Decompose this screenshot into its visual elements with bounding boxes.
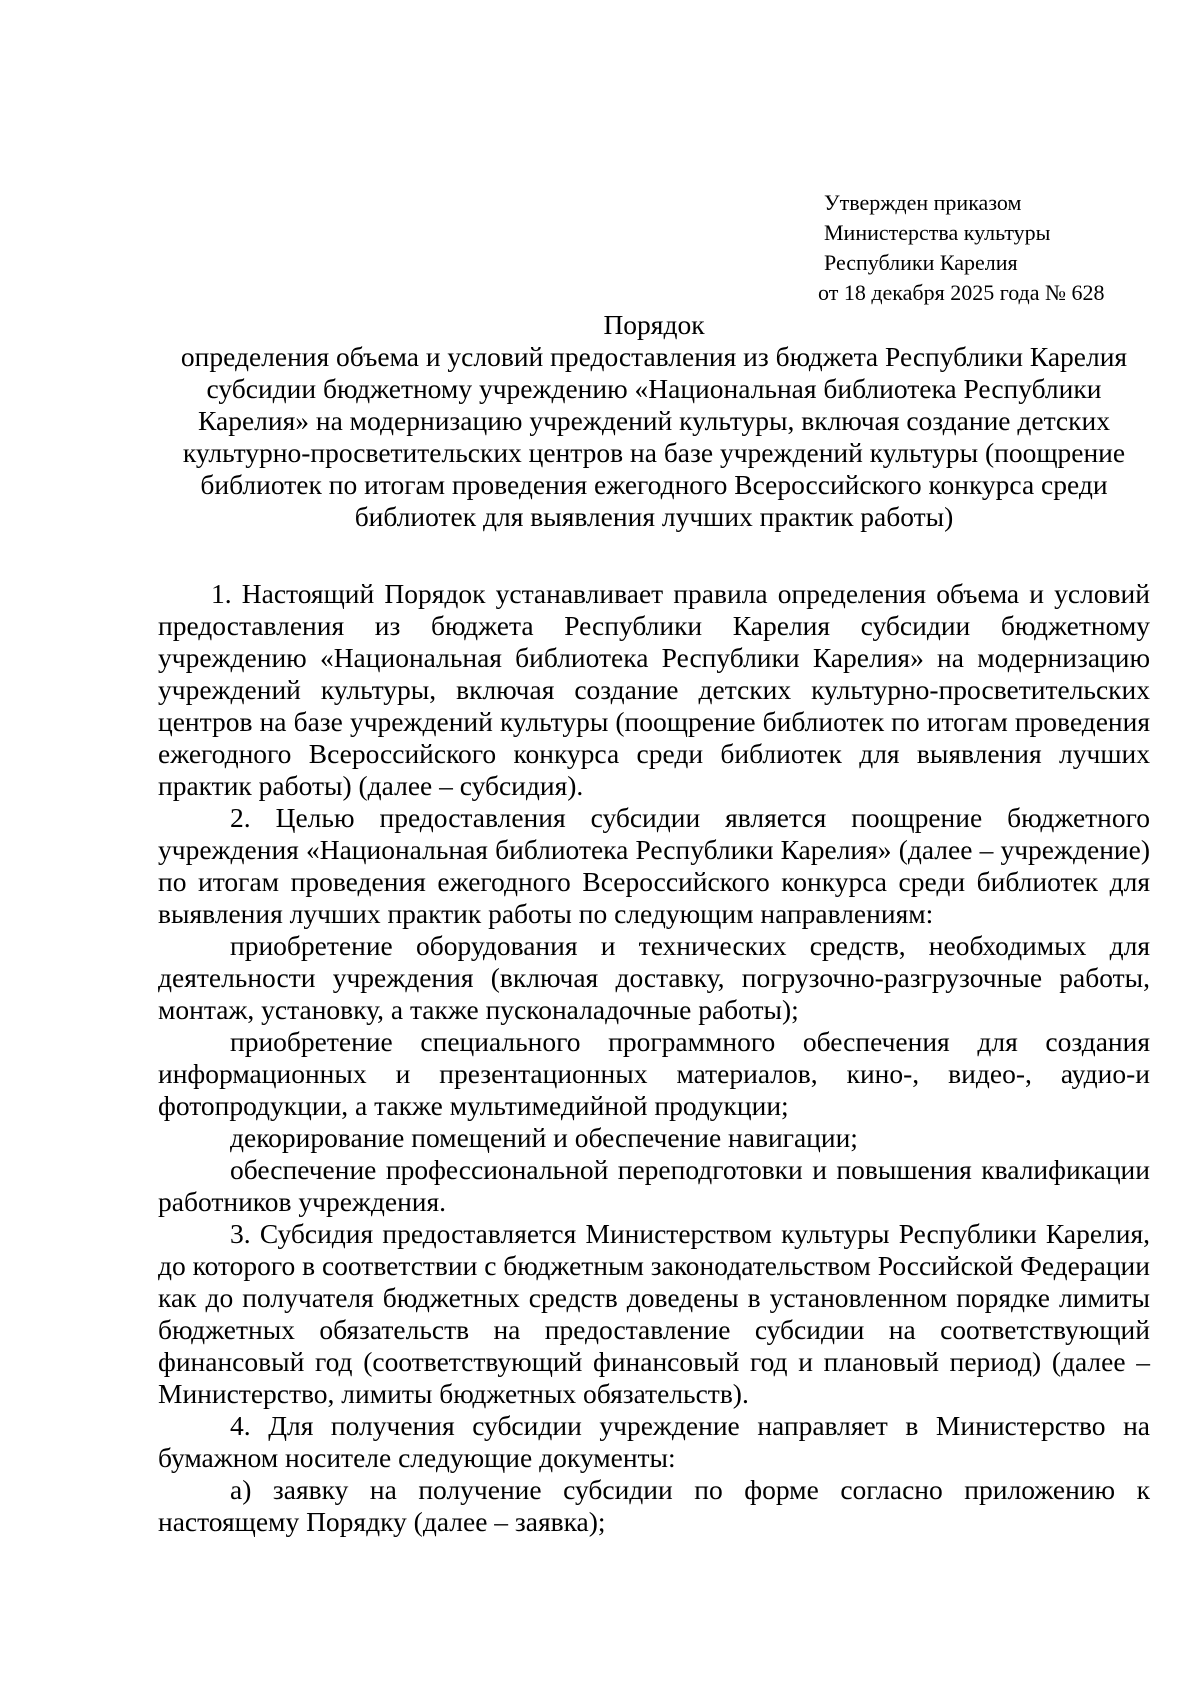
approval-line-4: от 18 декабря 2025 года № 628	[818, 280, 1105, 305]
document-title-block	[158, 309, 1150, 533]
document-subtitle: определения объема и условий предоставления из бюджета Республики Карелия субсидии бюджетному учреждению «Национальная библиотека Республики Карелия» на модернизацию учреждений культуры, включая создание детских культурно-просветительских центров на базе учреждений культуры (поощрение библиотек по итогам проведения ежегодного Всероссийского конкурса среди библиотек для выявления лучших практик работы)	[180, 341, 1128, 532]
list-item-training: обеспечение профессиональной переподготовки и повышения квалификации работников учреждения.	[158, 1154, 1150, 1217]
paragraph-3: 3. Субсидия предоставляется Министерством культуры Республики Карелия, до которого в соответствии с бюджетным законодательством Российской Федерации как до получателя бюджетных средств доведены в установленном порядке лимиты бюджетных обязательств на предоставление субсидии на соответствующий финансовый год (соответствующий финансовый год и плановый период) (далее – Министерство, лимиты бюджетных обязательств).	[158, 1218, 1150, 1409]
paragraph-4: 4. Для получения субсидии учреждение направляет в Министерство на бумажном носителе следующие документы:	[158, 1410, 1150, 1473]
document-body	[158, 578, 1150, 1538]
document-title: Порядок	[603, 309, 705, 340]
paragraph-4a: а) заявку на получение субсидии по форме согласно приложению к настоящему Порядку (далее – заявка);	[158, 1474, 1150, 1537]
paragraph-2: 2. Целью предоставления субсидии является поощрение бюджетного учреждения «Национальная библиотека Республики Карелия» (далее – учреждение) по итогам проведения ежегодного Всероссийского конкурса среди библиотек для выявления лучших практик работы по следующим направлениям:	[158, 802, 1150, 929]
list-item-decoration: декорирование помещений и обеспечение навигации;	[230, 1122, 858, 1153]
approval-line-3: Республики Карелия	[824, 250, 1018, 275]
approval-stamp	[818, 188, 1105, 308]
list-item-equipment: приобретение оборудования и технических средств, необходимых для деятельности учреждения (включая доставку, погрузочно-разгрузочные работы, монтаж, установку, а также пусконаладочные работы);	[158, 930, 1150, 1025]
paragraph-1: 1. Настоящий Порядок устанавливает правила определения объема и условий предоставления из бюджета Республики Карелия субсидии бюджетному учреждению «Национальная библиотека Республики Карелия» на модернизацию учреждений культуры, включая создание детских культурно-просветительских центров на базе учреждений культуры (поощрение библиотек по итогам проведения ежегодного Всероссийского конкурса среди библиотек для выявления лучших практик работы) (далее – субсидия).	[158, 578, 1150, 801]
approval-line-2: Министерства культуры	[824, 220, 1051, 245]
approval-line-1: Утвержден приказом	[824, 190, 1022, 215]
list-item-software: приобретение специального программного обеспечения для создания информационных и презентационных материалов, кино-, видео-, аудио-и фотопродукции, а также мультимедийной продукции;	[158, 1026, 1150, 1121]
